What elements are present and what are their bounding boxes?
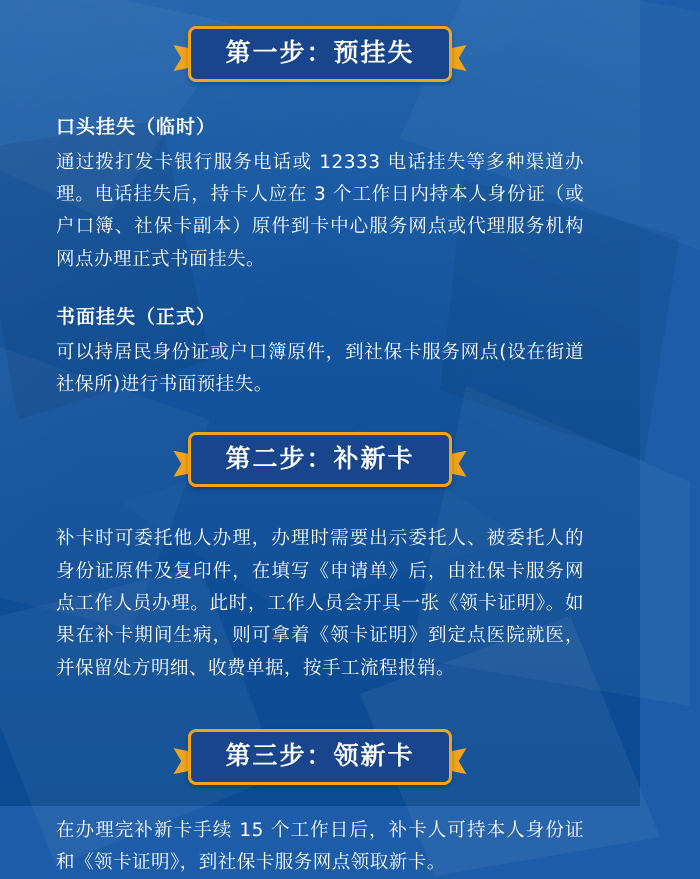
step-2-title: 第二步：补新卡 [225,443,415,473]
ribbon-left-decoration [173,748,199,774]
step-1-section-1-heading: 口头挂失（临时） [56,115,217,138]
step-3-section-1-text: 在办理完补新卡手续 15 个工作日后，补卡人可持本人身份证和《领卡证明》，到社保卡服务网点领取新卡。 [56,819,584,873]
step-1-section-1-text: 通过拨打发卡银行服务电话或 12333 电话挂失等多种渠道办理。电话挂失后，持卡人应在 3 个工作日内持本人身份证（或户口簿、社保卡副本）原件到卡中心服务网点或代理服务机构网点办理正式书面挂失。 [56,151,584,270]
step-2-body [0,523,640,685]
step-banner-2 [0,432,640,488]
step-3-title: 第三步：领新卡 [225,741,415,771]
ribbon-left-decoration [173,451,199,477]
ribbon-left-decoration [173,45,199,71]
step-1-body [0,112,640,402]
step-1-section-2-heading: 书面挂失（正式） [56,306,217,328]
ribbon-right-decoration [441,451,467,477]
step-banner-3 [0,729,640,785]
ribbon-right-decoration [441,748,467,774]
step-banner-1 [0,26,640,82]
step-1-title: 第一步：预挂失 [225,38,415,67]
step-1-section-2-text: 可以持居民身份证或户口簿原件，到社保卡服务网点(设在街道社保所)进行书面预挂失。 [56,342,584,396]
step-3-body [0,815,640,879]
step-2-section-1-text: 补卡时可委托他人办理，办理时需要出示委托人、被委托人的身份证原件及复印件，在填写《申请单》后，由社保卡服务网点工作人员办理。此时，工作人员会开具一张《领卡证明》。如果在补卡期间生病，则可拿着《领卡证明》到定点医院就医，并保留处方明细、收费单据，按手工流程报销。 [56,528,584,679]
ribbon-right-decoration [441,45,467,71]
